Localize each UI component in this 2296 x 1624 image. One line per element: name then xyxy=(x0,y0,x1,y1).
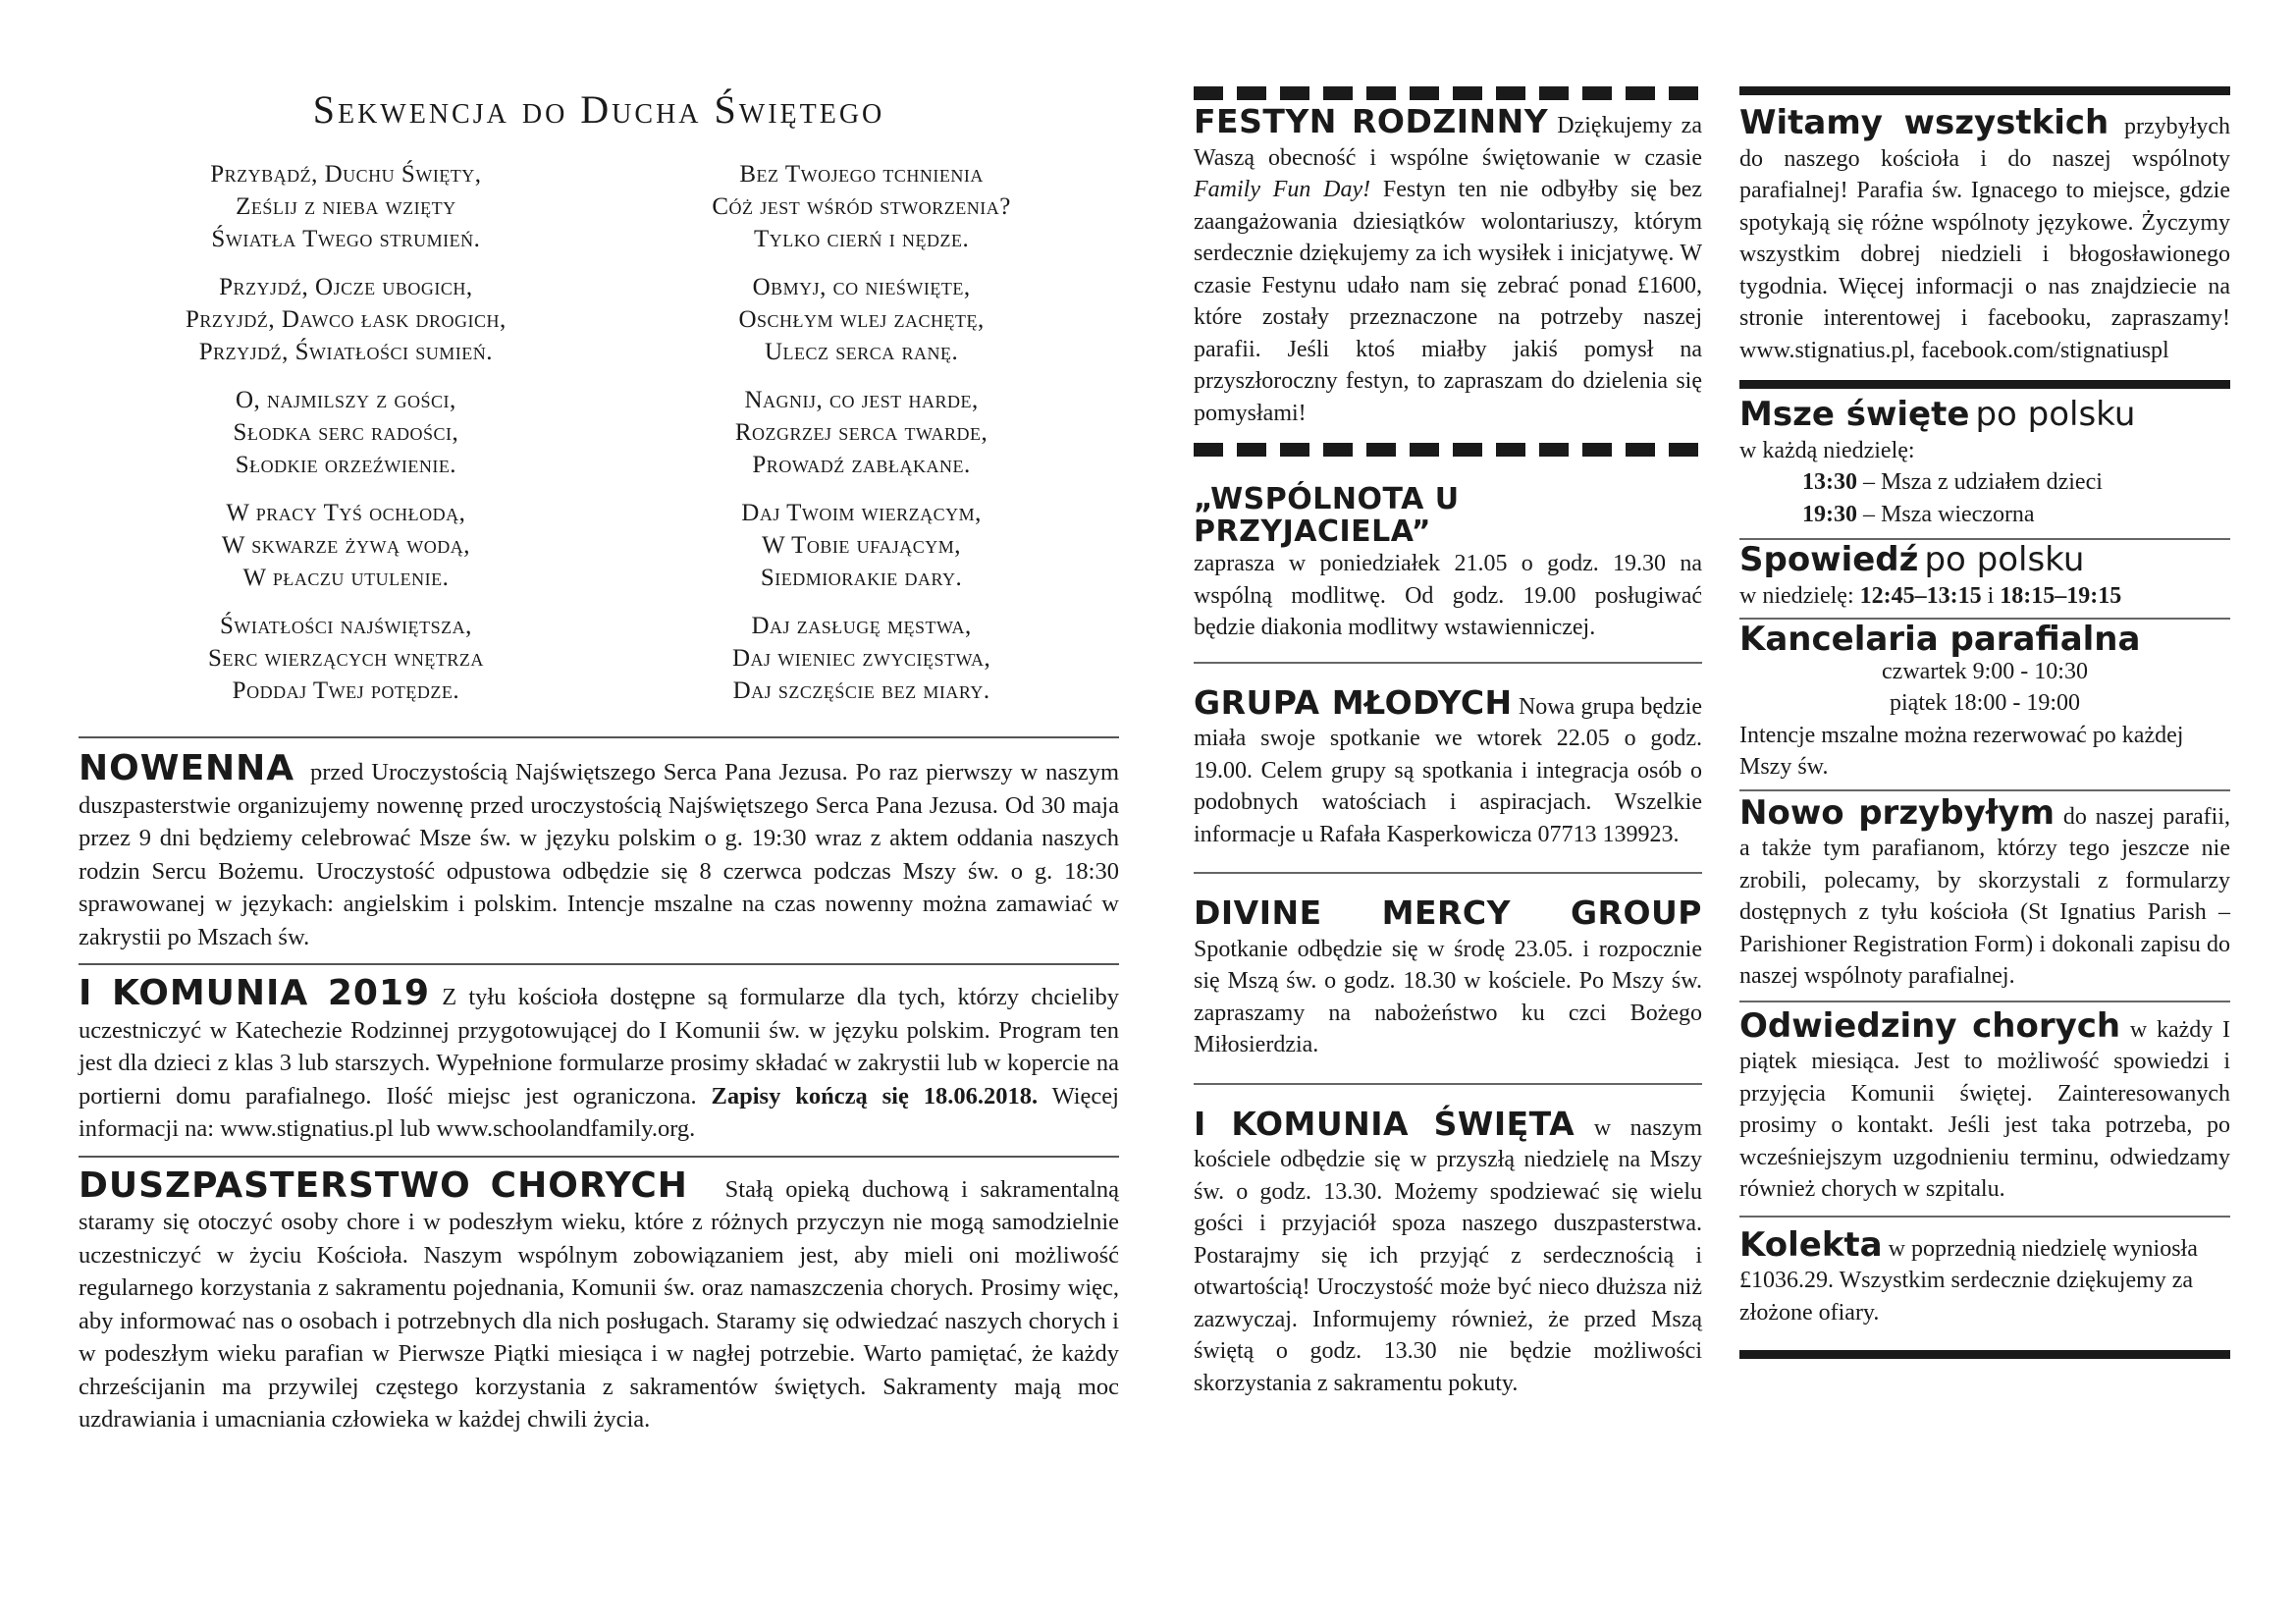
stanza xyxy=(623,271,1099,368)
msze-time: 19:30 xyxy=(1802,501,1857,527)
stanza-line: Prowadź zabłąkane. xyxy=(752,452,971,478)
stanza-line: Poddaj Twej potędze. xyxy=(232,677,460,704)
chorzy-heading: DUSZPASTERSTWO CHORYCH xyxy=(79,1164,688,1206)
festyn-post: Festyn ten nie odbyłby się bez zaangażowania dziesiątków wolontariuszy, którym serdecznie dziękujemy za ich wysiłek i inicjatywę. W czasie Festynu udało nam się zebrać ponad £1600, które zostały przeznaczone na potrzeby naszej parafii. Jeśli ktoś miałby jakiś pomysł na przyszłoroczny festyn, to zapraszam do dzielenia się pomysłami! xyxy=(1194,177,1702,426)
stanza-line: Przybądź, Duchu Święty, xyxy=(210,161,482,188)
spowiedz-time-1: 12:45–13:15 xyxy=(1859,582,1982,609)
thick-divider xyxy=(1739,86,2230,95)
stanza xyxy=(623,497,1099,594)
nowo-section xyxy=(1739,792,2231,993)
dashed-divider xyxy=(1194,443,1702,457)
stanza xyxy=(623,610,1099,707)
stanza-line: W skwarze żywą wodą, xyxy=(221,532,470,559)
sequence-stanzas xyxy=(79,158,1119,723)
kancelaria-section xyxy=(1739,620,2230,784)
stanza-line: Słodka serc radości, xyxy=(233,419,459,446)
divine-mercy-heading: DIVINE MERCY GROUP xyxy=(1194,893,1702,932)
divider xyxy=(79,1156,1119,1158)
nowo-body: do naszej parafii, a także tym parafianom, którzy tego jeszcze nie zrobili, polecamy, by skorzystali z formularzy dostępnych z tyłu kościoła (St Ignatius Parish – Parishioner Registration Form) i dokonali zapisu do naszej wspólnoty parafialnej. xyxy=(1739,803,2231,989)
thick-divider xyxy=(1739,1350,2230,1359)
komunia-2019-heading: I KOMUNIA 2019 xyxy=(79,973,431,1013)
festyn-section xyxy=(1194,102,1702,429)
witamy-body: przybyłych do naszego kościoła i do naszej wspólnoty parafialnej! Parafia św. Ignacego to miejsce, gdzie spotykają się różne wspólnoty językowe. Życzymy wszystkim dobrej niedzieli i błogosławionego tygodnia. Więcej informacji o nas znajdziecie na stronie interentowej i facebooku, zapraszamy! www.stignatius.pl, facebook.com/stignatiuspl xyxy=(1739,114,2230,363)
kolekta-heading: Kolekta xyxy=(1739,1224,1883,1265)
spowiedz-heading-light: po polsku xyxy=(1924,540,2085,579)
spowiedz-time-2: 18:15–19:15 xyxy=(2000,582,2122,609)
msze-item xyxy=(1739,466,2230,499)
divider xyxy=(79,963,1119,965)
stanza-line: Rozgrzej serca twarde, xyxy=(734,419,988,446)
stanza-line: Ulecz serca ranę. xyxy=(764,339,959,365)
msze-desc: – Msza z udziałem dzieci xyxy=(1863,469,2103,495)
stanza-line: Światłości najświętsza, xyxy=(219,613,472,639)
sequence-title: Sekwencja do Ducha Świętego xyxy=(312,87,885,132)
witamy-section xyxy=(1739,103,2230,366)
kolekta-section xyxy=(1739,1224,2230,1329)
wspolnota-heading: „WSPÓLNOTA U PRZYJACIELA” xyxy=(1194,482,1460,549)
festyn-heading: FESTYN RODZINNY xyxy=(1194,102,1549,140)
divider xyxy=(1739,1216,2230,1218)
divider xyxy=(1194,872,1702,874)
right-column xyxy=(1739,86,2230,1359)
sequence-right-column xyxy=(623,158,1099,723)
stanza xyxy=(108,384,584,481)
odwiedziny-body: w każdy I piątek miesiąca. Jest to możliwość spowiedzi i przyjęcia Komunii świętej. Zainteresowanych prosimy o kontakt. Jeśli jest taka potrzeba, po wcześniejszym uzgodnieniu terminu, odwiedzamy również chorych w szpitalu. xyxy=(1739,1016,2230,1202)
stanza-line: Oschłym wlej zachętę, xyxy=(738,306,985,333)
chorzy-body: Stałą opieką duchową i sakramentalną staramy się otoczyć osoby chore i w podeszłym wieku, które z różnych przyczyn nie mogą samodzielnie uczestniczyć w życiu Kościoła. Naszym wspólnym zobowiązaniem jest, aby mieli oni możliwość regularnego korzystania z sakramentu pojednania, Komunii św. oraz namaszczenia chorych. Prosimy więc, aby informować nas o osobach i potrzebnych dla nich posługach. Staramy się odwiedzać naszych chorych i w podeszłym wieku parafian w Pierwsze Piątki miesiąca i w nagłej potrzebie. Warto pamiętać, że każdy chrześcijanin ma przywilej częstego korzystania z sakramentów świętych. Sakramenty mają moc uzdrawiania i umacniania człowieka w każdej chwili życia. xyxy=(79,1175,1120,1433)
stanza-line: Obmyj, co nieświęte, xyxy=(752,274,971,300)
festyn-pre: Dziękujemy za Waszą obecność i wspólne świętowanie w czasie xyxy=(1194,113,1702,171)
odwiedziny-heading: Odwiedziny chorych xyxy=(1739,1005,2121,1046)
kancelaria-hours: czwartek 9:00 - 10:30 xyxy=(1882,658,2088,684)
stanza-line: Ześlij z nieba wzięty xyxy=(236,193,456,220)
divider xyxy=(1739,1001,2230,1002)
stanza xyxy=(108,497,584,594)
stanza-line: Daj szczęście bez miary. xyxy=(732,677,990,704)
divine-mercy-section xyxy=(1194,893,1702,1061)
stanza-line: Cóż jest wśród stworzenia? xyxy=(712,193,1011,220)
sequence-left-column xyxy=(108,158,584,723)
msze-desc: – Msza wieczorna xyxy=(1863,501,2035,527)
komunia-2019-tail: Więcej informacji na: www.stignatius.pl lub www.schoolandfamily.org. xyxy=(79,1082,1119,1142)
divider xyxy=(1194,662,1702,664)
komunia-2019-deadline: Zapisy kończą się 18.06.2018. xyxy=(711,1082,1039,1110)
stanza-line: Tylko cierń i nędze. xyxy=(753,226,970,252)
stanza-line: Daj Twoim wierzącym, xyxy=(741,500,982,526)
msze-section xyxy=(1739,395,2230,530)
nowenna-heading: NOWENNA xyxy=(79,748,295,788)
stanza-line: Przyjdź, Światłości sumień. xyxy=(198,339,494,365)
stanza-line: Daj wieniec zwycięstwa, xyxy=(731,645,991,672)
grupa-body: Nowa grupa będzie miała swoje spotkanie we wtorek 22.05 o godz. 19.00. Celem grupy są spotkania i integracja osób o podobnych watościach i aspiracjach. Wszelkie informacje u Rafała Kasperkowicza 07713 139923. xyxy=(1194,693,1703,847)
festyn-italic: Family Fun Day! xyxy=(1194,177,1371,202)
msze-heading-light: po polsku xyxy=(1975,395,2136,434)
msze-intro: w każdą niedzielę: xyxy=(1739,437,1915,463)
wspolnota-section xyxy=(1194,484,1702,644)
stanza-line: Słodkie orzeźwienie. xyxy=(235,452,457,478)
msze-heading-bold: Msze święte xyxy=(1739,395,1970,434)
stanza-line: W pracy Tyś ochłodą, xyxy=(226,500,466,526)
komunia-2019-section xyxy=(79,973,1120,1146)
kolekta-body: w poprzednią niedzielę wyniosła £1036.29. Wszystkim serdecznie dziękujemy za złożone ofiary. xyxy=(1739,1235,2198,1326)
stanza xyxy=(623,158,1099,255)
nowenna-section xyxy=(79,748,1120,953)
divider xyxy=(79,736,1119,738)
stanza xyxy=(108,271,584,368)
wspolnota-body: zaprasza w poniedziałek 21.05 o godz. 19.30 na wspólną modlitwę. Od godz. 19.00 posługiwać będzie diakonia modlitwy wstawienniczej. xyxy=(1194,551,1702,640)
odwiedziny-section xyxy=(1739,1005,2230,1206)
nowenna-body: przed Uroczystością Najświętszego Serca Pana Jezusa. Po raz pierwszy w naszym duszpasterstwie organizujemy nowennę przed uroczystością Najświętszego Serca Pana Jezusa. Od 30 maja przez 9 dni będziemy celebrować Msze św. w języku polskim o g. 19:30 wraz z aktem oddania naszych rodzin Sercu Bożemu. Uroczystość odpustowa odbędzie się 8 czerwca podczas Mszy św. o g. 18:30 sprawowanej w językach: angielskim i polskim. Intencje mszalne na czas nowenny można zamawiać w zakrystii po Mszach św. xyxy=(79,759,1120,950)
spowiedz-pre: w niedzielę: xyxy=(1739,582,1854,609)
thick-divider xyxy=(1739,380,2230,389)
stanza xyxy=(623,384,1099,481)
stanza-line: Przyjdź, Dawco łask drogich, xyxy=(186,306,507,333)
divine-mercy-body: Spotkanie odbędzie się w środę 23.05. i rozpocznie się Mszą św. o godz. 18.30 w kościele. Po Mszy św. zapraszamy na nabożeństwo ku czci Bożego Miłosierdzia. xyxy=(1194,936,1702,1057)
stanza-line: Daj zasługę męstwa, xyxy=(751,613,972,639)
stanza-line: Siedmiorakie dary. xyxy=(760,565,963,591)
stanza-line: W płaczu utulenie. xyxy=(242,565,450,591)
spowiedz-section xyxy=(1739,540,2230,612)
komunia-body: w naszym kościele odbędzie się w przyszłą niedzielę na Mszy św. o godz. 13.30. Możemy spodziewać się wielu gości i przyjaciół spoza naszego duszpasterstwa. Postarajmy się ich przyjąć z serdecznością i otwartością! Uroczystość może być nieco dłuższa niż zazwyczaj. Informujemy również, że przed Mszą świętą o godz. 13.30 nie będzie możliwości skorzystania z sakramentu pokuty. xyxy=(1194,1114,1702,1396)
stanza xyxy=(108,158,584,255)
stanza-line: W Tobie ufającym, xyxy=(762,532,962,559)
divider xyxy=(1739,789,2230,791)
stanza-line: Przyjdź, Ojcze ubogich, xyxy=(219,274,473,300)
kancelaria-hours: piątek 18:00 - 19:00 xyxy=(1890,690,2080,716)
grupa-section xyxy=(1194,682,1703,851)
nowo-heading: Nowo przybyłym xyxy=(1739,792,2055,833)
grupa-heading: GRUPA MŁODYCH xyxy=(1194,682,1513,722)
komunia-heading: I KOMUNIA ŚWIĘTA xyxy=(1194,1104,1575,1143)
msze-item xyxy=(1739,499,2230,531)
chorzy-section xyxy=(79,1164,1120,1436)
stanza-line: Nagnij, co jest harde, xyxy=(744,387,979,413)
spowiedz-heading-bold: Spowiedź xyxy=(1739,540,1919,579)
stanza-line: Bez Twojego tchnienia xyxy=(739,161,984,188)
kancelaria-heading: Kancelaria parafialna xyxy=(1739,620,2141,659)
msze-time: 13:30 xyxy=(1802,469,1857,495)
spowiedz-mid: i xyxy=(1987,582,1995,609)
kancelaria-note: Intencje mszalne można rezerwować po każdej Mszy św. xyxy=(1739,722,2184,780)
dashed-divider xyxy=(1194,86,1702,100)
divider xyxy=(1194,1083,1702,1085)
stanza-line: Serc wierzących wnętrza xyxy=(207,645,484,672)
witamy-heading: Witamy wszystkich xyxy=(1739,103,2109,142)
komunia-section xyxy=(1194,1104,1702,1400)
stanza xyxy=(108,610,584,707)
left-column xyxy=(79,86,1119,1436)
middle-column xyxy=(1194,86,1702,1399)
stanza-line: O, najmilszy z gości, xyxy=(235,387,456,413)
stanza-line: Światła Twego strumień. xyxy=(211,226,481,252)
komunia-2019-body: Z tyłu kościoła dostępne są formularze dla tych, którzy chcieliby uczestniczyć w Katechezie Rodzinnej przygotowującej do I Komunii św. w języku polskim. Program ten jest dla dzieci z klas 3 lub starszych. Wypełnione formularze prosimy składać w zakrystii lub w kopercie na portierni domu parafialnego. Ilość miejsc jest ograniczona. xyxy=(79,984,1120,1110)
